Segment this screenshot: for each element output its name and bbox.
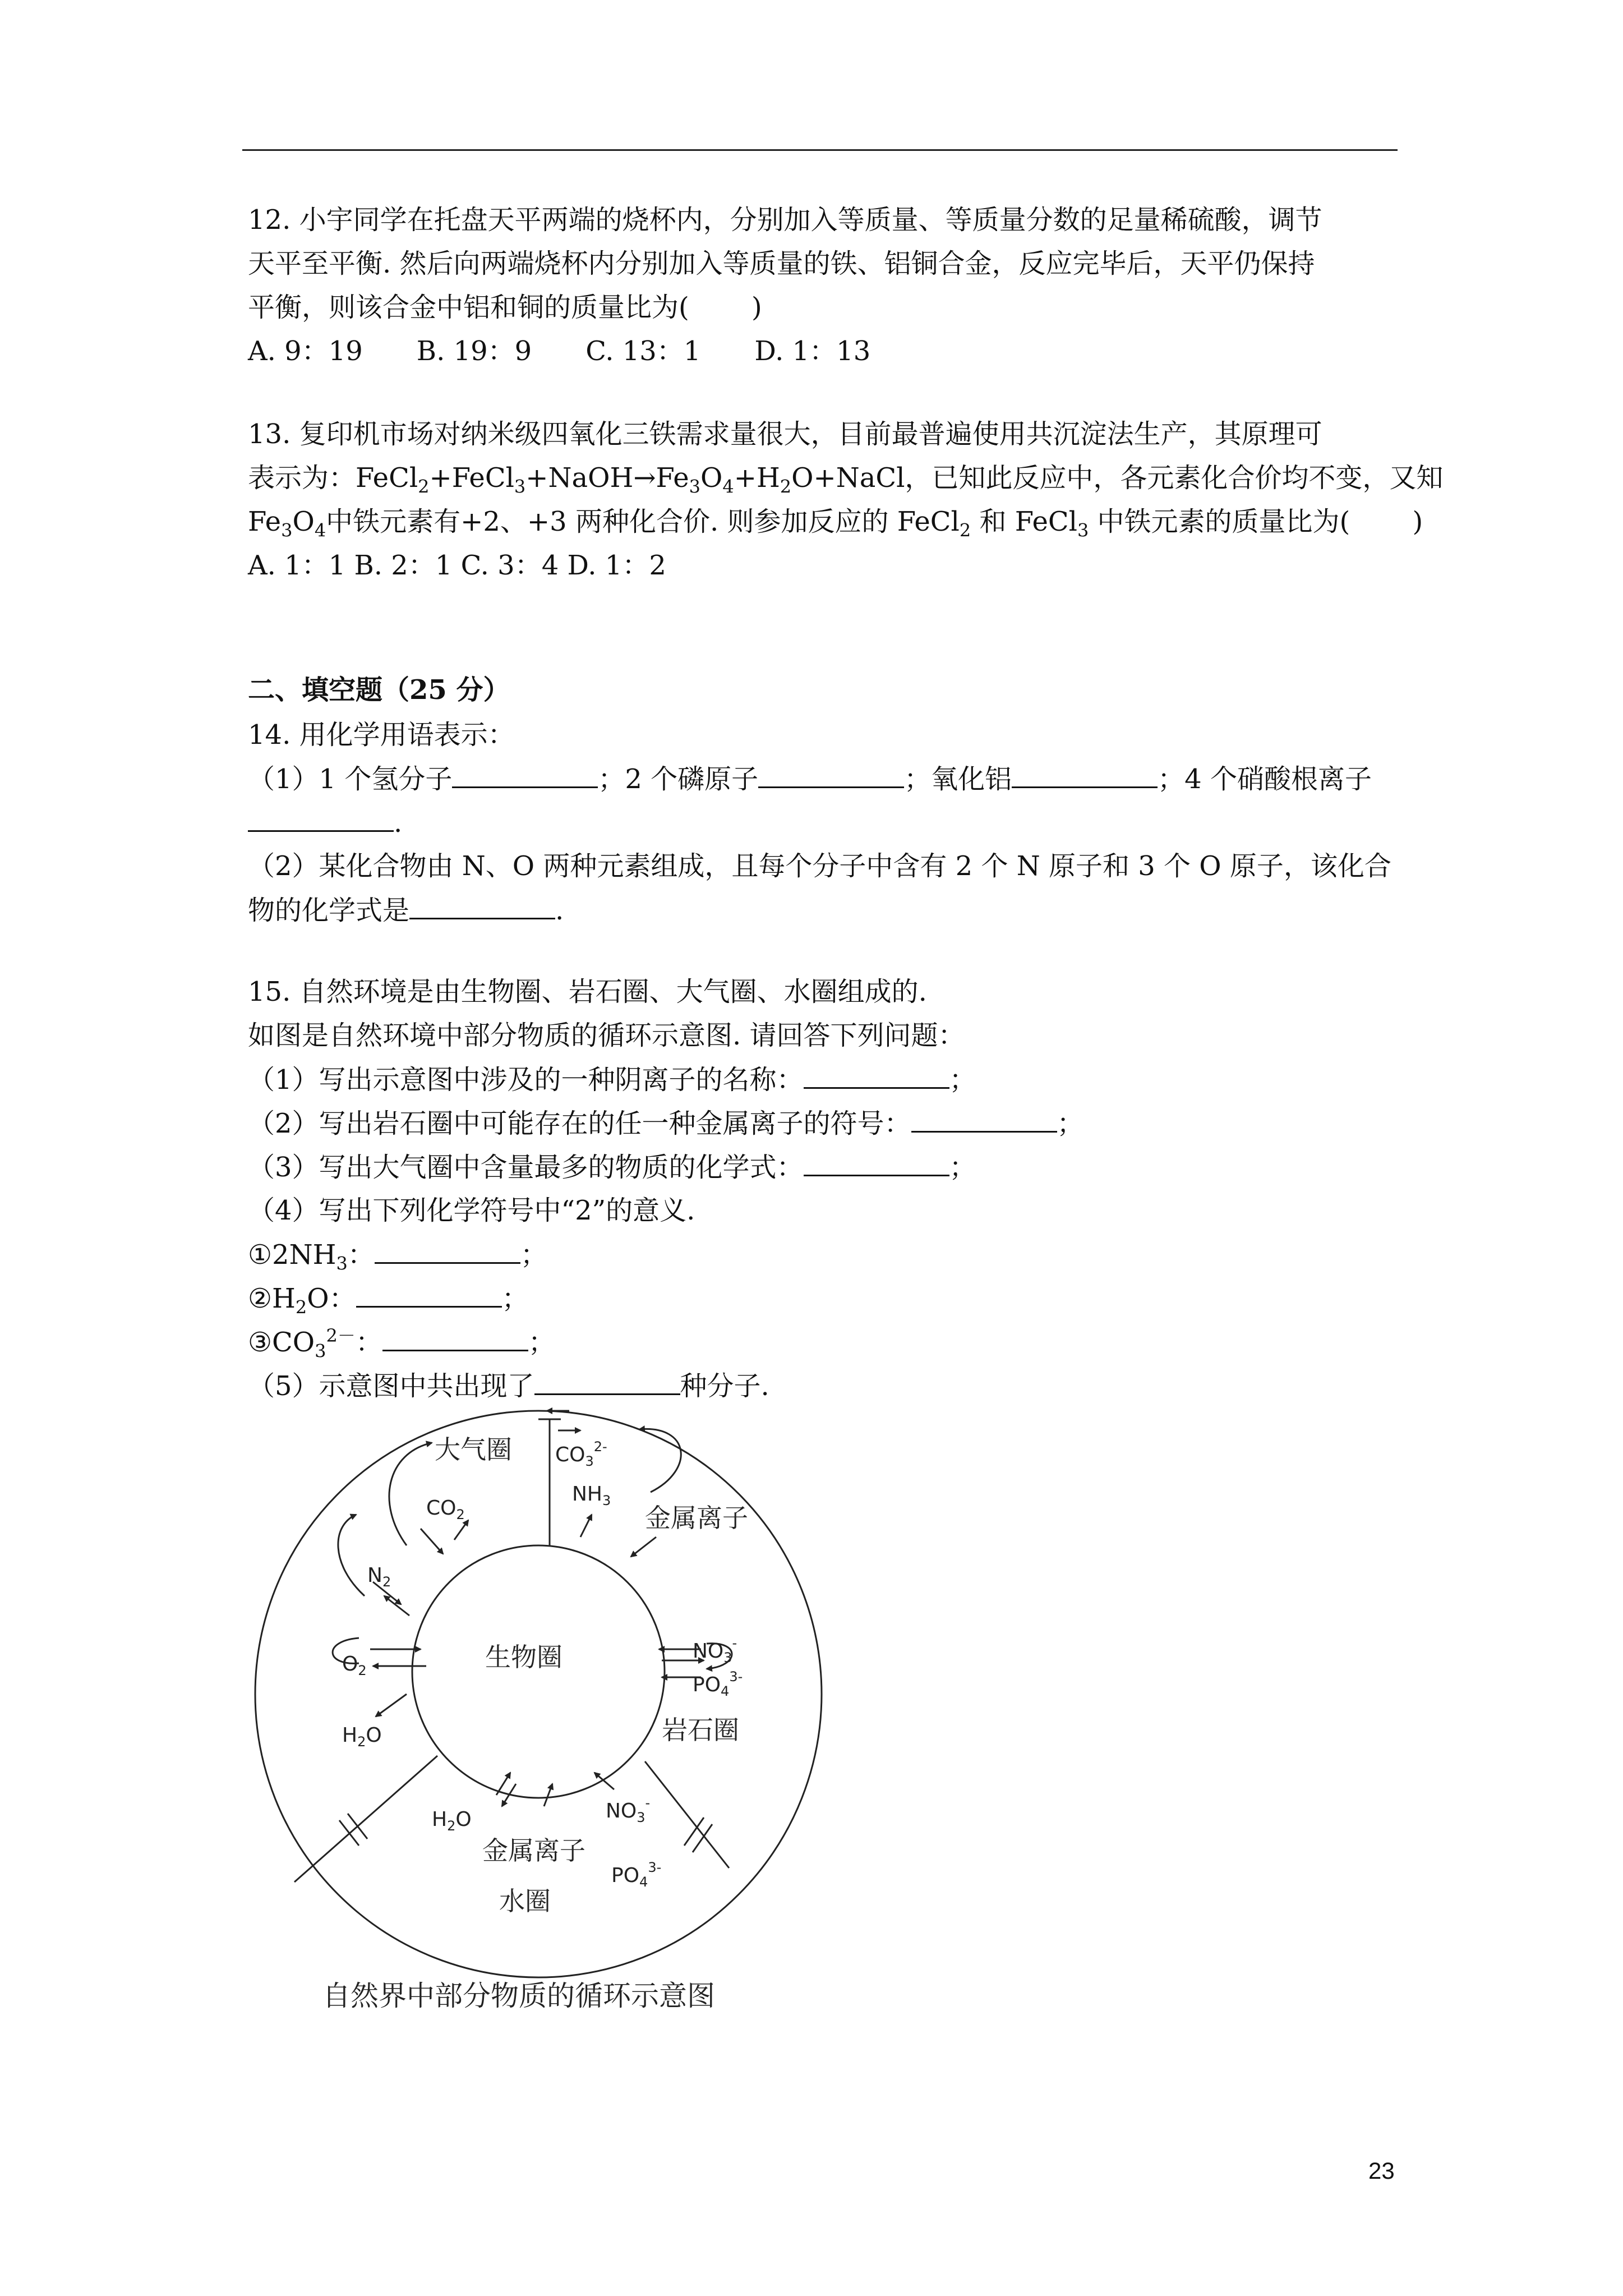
q13-subscript: 4 xyxy=(722,476,734,498)
section-heading: 二、填空题（25 分） xyxy=(248,674,510,706)
answer-blank[interactable] xyxy=(758,762,904,788)
q15-text: ②H xyxy=(248,1283,296,1314)
q15-subscript: 2 xyxy=(295,1296,307,1318)
label-n2: $N_2$ xyxy=(367,1564,391,1590)
label-atmosphere: 大气圈 xyxy=(435,1434,512,1465)
q12-line-3: 平衡，则该合金中铝和铜的质量比为( ) xyxy=(248,292,762,323)
q15-line-2: 如图是自然环境中部分物质的循环示意图. 请回答下列问题： xyxy=(248,1020,965,1051)
q13-text: +H xyxy=(734,462,780,494)
q14-part-2: （2）某化合物由 N、O 两种元素组成，且每个分子中含有 2 个 N 原子和 3 个 O 原子，该化合 xyxy=(248,850,1391,882)
q13-text: 中铁元素的质量比为( ) xyxy=(1089,506,1423,537)
divider-bottom-left xyxy=(294,1756,437,1882)
q13-line-2 xyxy=(248,461,1444,498)
q14-part-1-cont xyxy=(248,806,402,840)
q15-item-2 xyxy=(248,1281,529,1318)
label-po4-water: $PO_4^{3-}$ xyxy=(611,1860,662,1890)
q13-text: 和 FeCl xyxy=(971,506,1077,537)
label-biosphere: 生物圈 xyxy=(485,1642,562,1672)
q15-text: （3）写出大气圈中含量最多的物质的化学式： xyxy=(248,1152,804,1183)
cycle-diagram xyxy=(247,1402,897,2019)
q14-part-1 xyxy=(248,762,1372,796)
q15-text: ； xyxy=(949,1152,976,1183)
page-number: 23 xyxy=(1368,2157,1395,2184)
label-h2o: $H_2O$ xyxy=(342,1724,382,1750)
q13-text: O+NaCl，已知此反应中，各元素化合价均不变，又知 xyxy=(791,462,1444,494)
q15-text: ； xyxy=(1057,1108,1084,1139)
q15-line-1: 15. 自然环境是由生物圈、岩石圈、大气圈、水圈组成的. xyxy=(248,976,927,1007)
q15-item-1 xyxy=(248,1237,547,1272)
label-no3: $NO_3^-$ xyxy=(693,1635,737,1665)
divider-bottom-right xyxy=(645,1761,729,1868)
q15-text: ； xyxy=(949,1064,976,1096)
q14-text: （1）1 个氢分子 xyxy=(248,763,453,795)
answer-blank[interactable] xyxy=(452,762,598,788)
q14-text: . xyxy=(555,895,564,926)
answer-blank[interactable] xyxy=(1012,762,1158,788)
q15-superscript: 2－ xyxy=(326,1325,356,1346)
q14-line-1: 14. 用化学用语表示： xyxy=(248,719,515,751)
curve-arrow xyxy=(338,1515,365,1596)
q13-text: +FeCl xyxy=(429,462,514,494)
diagram-caption: 自然界中部分物质的循环示意图 xyxy=(322,1980,715,2012)
answer-blank[interactable] xyxy=(382,1325,528,1351)
q12-options: A. 9：19 B. 19：9 C. 13：1 D. 1：13 xyxy=(248,335,871,367)
q15-sub-3 xyxy=(248,1150,976,1184)
q15-text: 种分子. xyxy=(680,1370,769,1402)
label-co3: $CO_3^{2-}$ xyxy=(555,1439,607,1469)
q15-text: （5）示意图中共出现了 xyxy=(248,1370,534,1402)
q15-text: ； xyxy=(528,1327,555,1358)
q15-text: ③CO xyxy=(248,1327,315,1358)
label-h2o-water: $H_2O$ xyxy=(432,1808,472,1834)
q13-line-1: 13. 复印机市场对纳米级四氧化三铁需求量很大，目前最普遍使用共沉淀法生产，其原理可 xyxy=(248,418,1322,450)
q13-subscript: 3 xyxy=(281,519,293,541)
q13-text: O xyxy=(292,506,315,537)
q13-subscript: 3 xyxy=(1077,519,1089,541)
answer-blank[interactable] xyxy=(248,806,394,832)
arrow-metal xyxy=(631,1537,656,1557)
arrow-h2o-water xyxy=(496,1773,510,1795)
label-metal-ion-water: 金属离子 xyxy=(482,1835,585,1866)
q15-text: （1）写出示意图中涉及的一种阴离子的名称： xyxy=(248,1064,804,1096)
q15-sub-1 xyxy=(248,1062,976,1097)
q15-text: ①2NH xyxy=(248,1239,336,1271)
answer-blank[interactable] xyxy=(356,1281,502,1308)
label-metal-ion: 金属离子 xyxy=(645,1503,748,1533)
q13-text: 表示为：FeCl xyxy=(248,462,418,494)
q13-options: A. 1：1 B. 2：1 C. 3：4 D. 1：2 xyxy=(248,550,666,581)
q15-item-3 xyxy=(248,1325,555,1362)
answer-blank[interactable] xyxy=(804,1062,949,1089)
answer-blank[interactable] xyxy=(409,893,555,919)
q13-subscript: 3 xyxy=(514,476,526,498)
label-po4: $PO_4^{3-}$ xyxy=(693,1669,743,1699)
label-no3-water: $NO_3^-$ xyxy=(606,1795,651,1825)
q15-text: O： xyxy=(307,1283,356,1314)
q13-subscript: 2 xyxy=(780,476,792,498)
arrow-co2 xyxy=(454,1520,468,1540)
header-rule xyxy=(242,149,1398,151)
q14-part-2-cont xyxy=(248,893,564,927)
q13-subscript: 2 xyxy=(959,519,971,541)
q13-text: 中铁元素有+2、+3 两种化合价. 则参加反应的 FeCl xyxy=(326,506,960,537)
q13-text: +NaOH→Fe xyxy=(525,462,689,494)
arrow-co2 xyxy=(421,1529,443,1554)
label-nh3: $NH_3$ xyxy=(572,1483,611,1508)
q15-sub-5 xyxy=(248,1369,769,1403)
answer-blank[interactable] xyxy=(534,1369,680,1395)
arrow-metal-water xyxy=(544,1784,552,1806)
q15-text: ； xyxy=(520,1239,547,1271)
q14-text: ；氧化铝 xyxy=(904,763,1012,795)
q14-text: ；4 个硝酸根离子 xyxy=(1158,763,1372,795)
q13-text: O xyxy=(700,462,723,494)
q15-text: ； xyxy=(501,1283,529,1314)
label-co2: $CO_2$ xyxy=(426,1497,465,1522)
q13-subscript: 3 xyxy=(689,476,700,498)
answer-blank[interactable] xyxy=(911,1106,1057,1133)
arrow-nh3 xyxy=(580,1515,592,1537)
q15-sub-2 xyxy=(248,1106,1084,1140)
q15-subscript: 3 xyxy=(315,1340,326,1362)
q15-subscript: 3 xyxy=(336,1253,348,1274)
label-lithosphere: 岩石圈 xyxy=(662,1715,739,1745)
q15-text: ： xyxy=(355,1327,382,1358)
q14-text: 物的化学式是 xyxy=(248,895,410,926)
q15-text: （2）写出岩石圈中可能存在的任一种金属离子的符号： xyxy=(248,1108,911,1139)
answer-blank[interactable] xyxy=(804,1150,949,1176)
q12-line-2: 天平至平衡. 然后向两端烧杯内分别加入等质量的铁、铝铜合金，反应完毕后，天平仍保持 xyxy=(248,248,1315,279)
label-o2: $O_2$ xyxy=(342,1653,367,1678)
curve-arrow xyxy=(389,1443,432,1545)
q15-text: ： xyxy=(347,1239,375,1271)
q15-sub-4: （4）写出下列化学符号中“2”的意义. xyxy=(248,1195,695,1226)
q14-text: ；2 个磷原子 xyxy=(598,763,759,795)
q12-line-1: 12. 小宇同学在托盘天平两端的烧杯内，分别加入等质量、等质量分数的足量稀硫酸，调节 xyxy=(248,204,1322,236)
q13-subscript: 4 xyxy=(314,519,326,541)
q13-line-3 xyxy=(248,505,1423,539)
answer-blank[interactable] xyxy=(375,1237,520,1264)
q13-subscript: 2 xyxy=(418,476,430,498)
arrow-n2 xyxy=(384,1596,409,1616)
q13-text: Fe xyxy=(248,506,282,537)
label-hydrosphere: 水圈 xyxy=(499,1886,551,1916)
arrow-h2o xyxy=(376,1694,407,1717)
q14-text: . xyxy=(394,807,403,839)
